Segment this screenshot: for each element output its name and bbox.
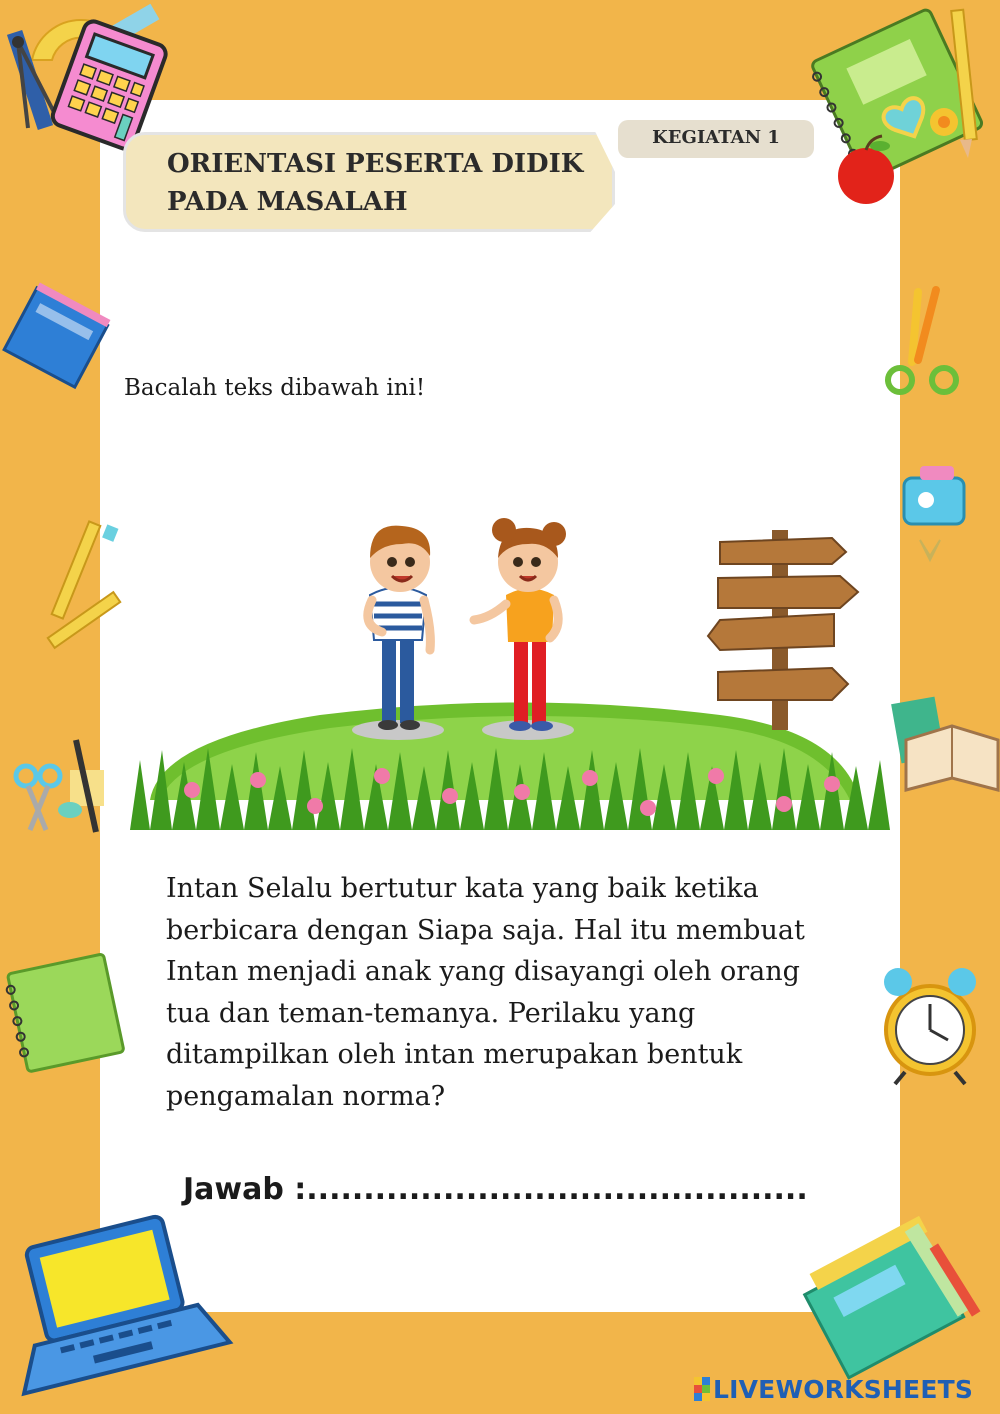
story-illustration	[120, 500, 900, 840]
open-book-icon	[891, 697, 998, 790]
laptop-icon	[0, 1206, 230, 1393]
signpost-icon	[708, 530, 858, 730]
story-line: ditampilkan oleh intan merupakan bentuk	[166, 1039, 743, 1070]
page-title-line-1: ORIENTASI PESERTA DIDIK	[167, 149, 584, 179]
answer-line	[183, 1170, 808, 1210]
scissors-icon	[888, 290, 956, 392]
pencils-icon	[48, 521, 120, 647]
answer-field[interactable]: ............................................	[306, 1172, 808, 1207]
liveworksheets-logo-icon	[694, 1377, 710, 1401]
girl-character	[474, 518, 566, 731]
green-notebook-icon	[3, 954, 124, 1073]
alarm-clock-icon	[884, 968, 976, 1084]
story-line: tua dan teman-temanya. Perilaku yang	[166, 997, 696, 1029]
story-line: berbicara dengan Siapa saja. Hal itu membuat	[166, 914, 805, 946]
story-line: Intan menjadi anak yang disayangi oleh orang	[166, 956, 800, 987]
books-stack-icon	[797, 1216, 970, 1378]
flower-icon	[930, 108, 958, 136]
sharpener-icon	[904, 466, 964, 560]
page-title-line-2: PADA MASALAH	[167, 187, 408, 217]
story-text	[166, 868, 866, 1117]
boy-character	[368, 526, 431, 730]
page-title	[167, 145, 607, 221]
activity-tag: KEGIATAN 1	[652, 127, 780, 148]
liveworksheets-wordmark: LIVEWORKSHEETS	[713, 1374, 974, 1404]
apple-icon	[838, 136, 894, 204]
story-line: Intan Selalu bertutur kata yang baik ketika	[166, 873, 759, 904]
liveworksheets-brand	[694, 1374, 973, 1404]
stationery-icon	[16, 740, 104, 832]
answer-label: Jawab :	[183, 1172, 307, 1207]
instruction-text: Bacalah teks dibawah ini!	[124, 375, 426, 401]
books-icon	[4, 282, 110, 387]
story-line: pengamalan norma?	[166, 1080, 446, 1112]
